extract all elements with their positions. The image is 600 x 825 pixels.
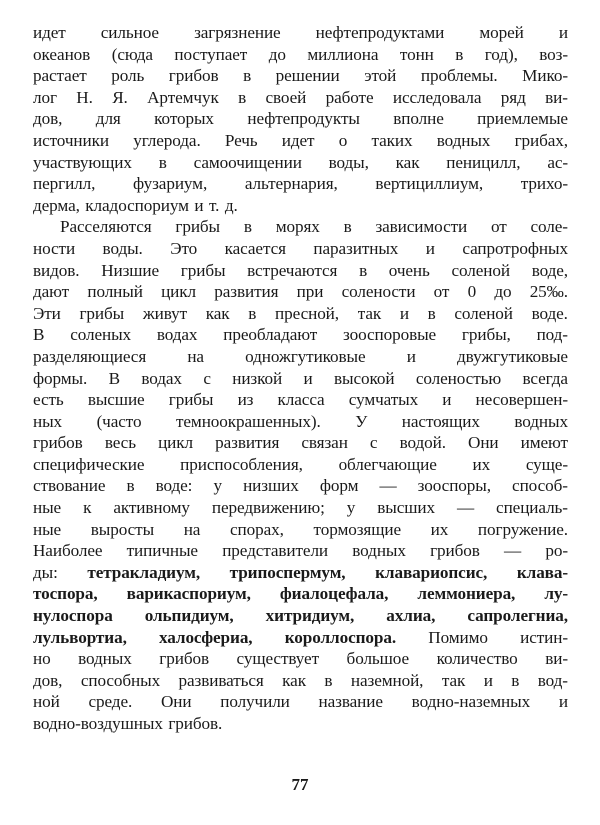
text-line: водно-воздушных грибов. [33, 714, 223, 733]
text-line: ствование в воде: у низших форм — зооспоры, способ- [33, 476, 568, 496]
text-line: растает роль грибов в решении этой проблемы. Мико- [33, 66, 568, 86]
text-line: тоспора, варикаспориум, фиалоцефала, леммониера, лу- [33, 584, 568, 604]
paragraph-1 [33, 22, 568, 216]
text-line: ных (часто темноокрашенных). У настоящих водных [33, 411, 568, 431]
text-line: Расселяются грибы в морях в зависимости от соле- [60, 217, 568, 237]
text-line: ды: тетракладиум, трипоспермум, клавариопсис, клава- [33, 562, 568, 582]
text-line: нулоспора ольпидиум, хитридиум, ахлиа, сапролегниа, [33, 606, 568, 626]
text-line: но водных грибов существует большое количество ви- [33, 649, 568, 669]
text-line: ности воды. Это касается паразитных и сапротрофных [33, 238, 568, 258]
body-text [33, 22, 568, 735]
text-line: пергилл, фузариум, альтернария, вертициллиум, трихо- [33, 174, 568, 194]
text-line: участвующих в самоочищении воды, как пеницилл, ас- [33, 152, 568, 172]
text-line: Наиболее типичные представители водных грибов — ро- [33, 541, 568, 561]
text-line: ной среде. Они получили название водно-наземных и [33, 692, 568, 712]
text-line: есть высшие грибы из класса сумчатых и несовершен- [33, 390, 568, 410]
text-line: лог Н. Я. Артемчук в своей работе исследовала ряд ви- [33, 87, 568, 107]
text-line: видов. Низшие грибы встречаются в очень соленой воде, [33, 260, 568, 280]
text-line: дерма, кладоспориум и т. д. [33, 195, 238, 215]
text-line: дов, для которых нефтепродукты вполне приемлемые [33, 109, 568, 129]
paragraph-2 [33, 216, 568, 734]
text-line: дов, способных развиваться как в наземной, так и в вод- [33, 670, 568, 690]
text-line: формы. В водах с низкой и высокой соленостью всегда [33, 368, 568, 388]
text-line: идет сильное загрязнение нефтепродуктами морей и [33, 23, 568, 42]
text-line: специфические приспособления, облегчающие их суще- [33, 454, 568, 474]
text-line: дают полный цикл развития при солености от 0 до 25‰. [33, 282, 568, 302]
page-number: 77 [291, 775, 309, 794]
text-line: ные к активному передвижению; у высших — специаль- [33, 498, 568, 518]
text-line: источники углерода. Речь идет о таких водных грибах, [33, 130, 568, 150]
text-line: грибов весь цикл развития связан с водой. Они имеют [33, 433, 568, 453]
text-line: лульвортиа, халосфериа, короллоспора. Помимо истин- [33, 627, 568, 647]
text-line: океанов (сюда поступает до миллиона тонн в год), воз- [33, 44, 568, 64]
text-line: разделяющиеся на одножгутиковые и двужгутиковые [33, 346, 568, 366]
text-line: ные выросты на спорах, тормозящие их погружение. [33, 519, 568, 539]
text-line: Эти грибы живут как в пресной, так и в соленой воде. [33, 303, 568, 323]
text-line: В соленых водах преобладают зооспоровые грибы, под- [33, 325, 568, 345]
